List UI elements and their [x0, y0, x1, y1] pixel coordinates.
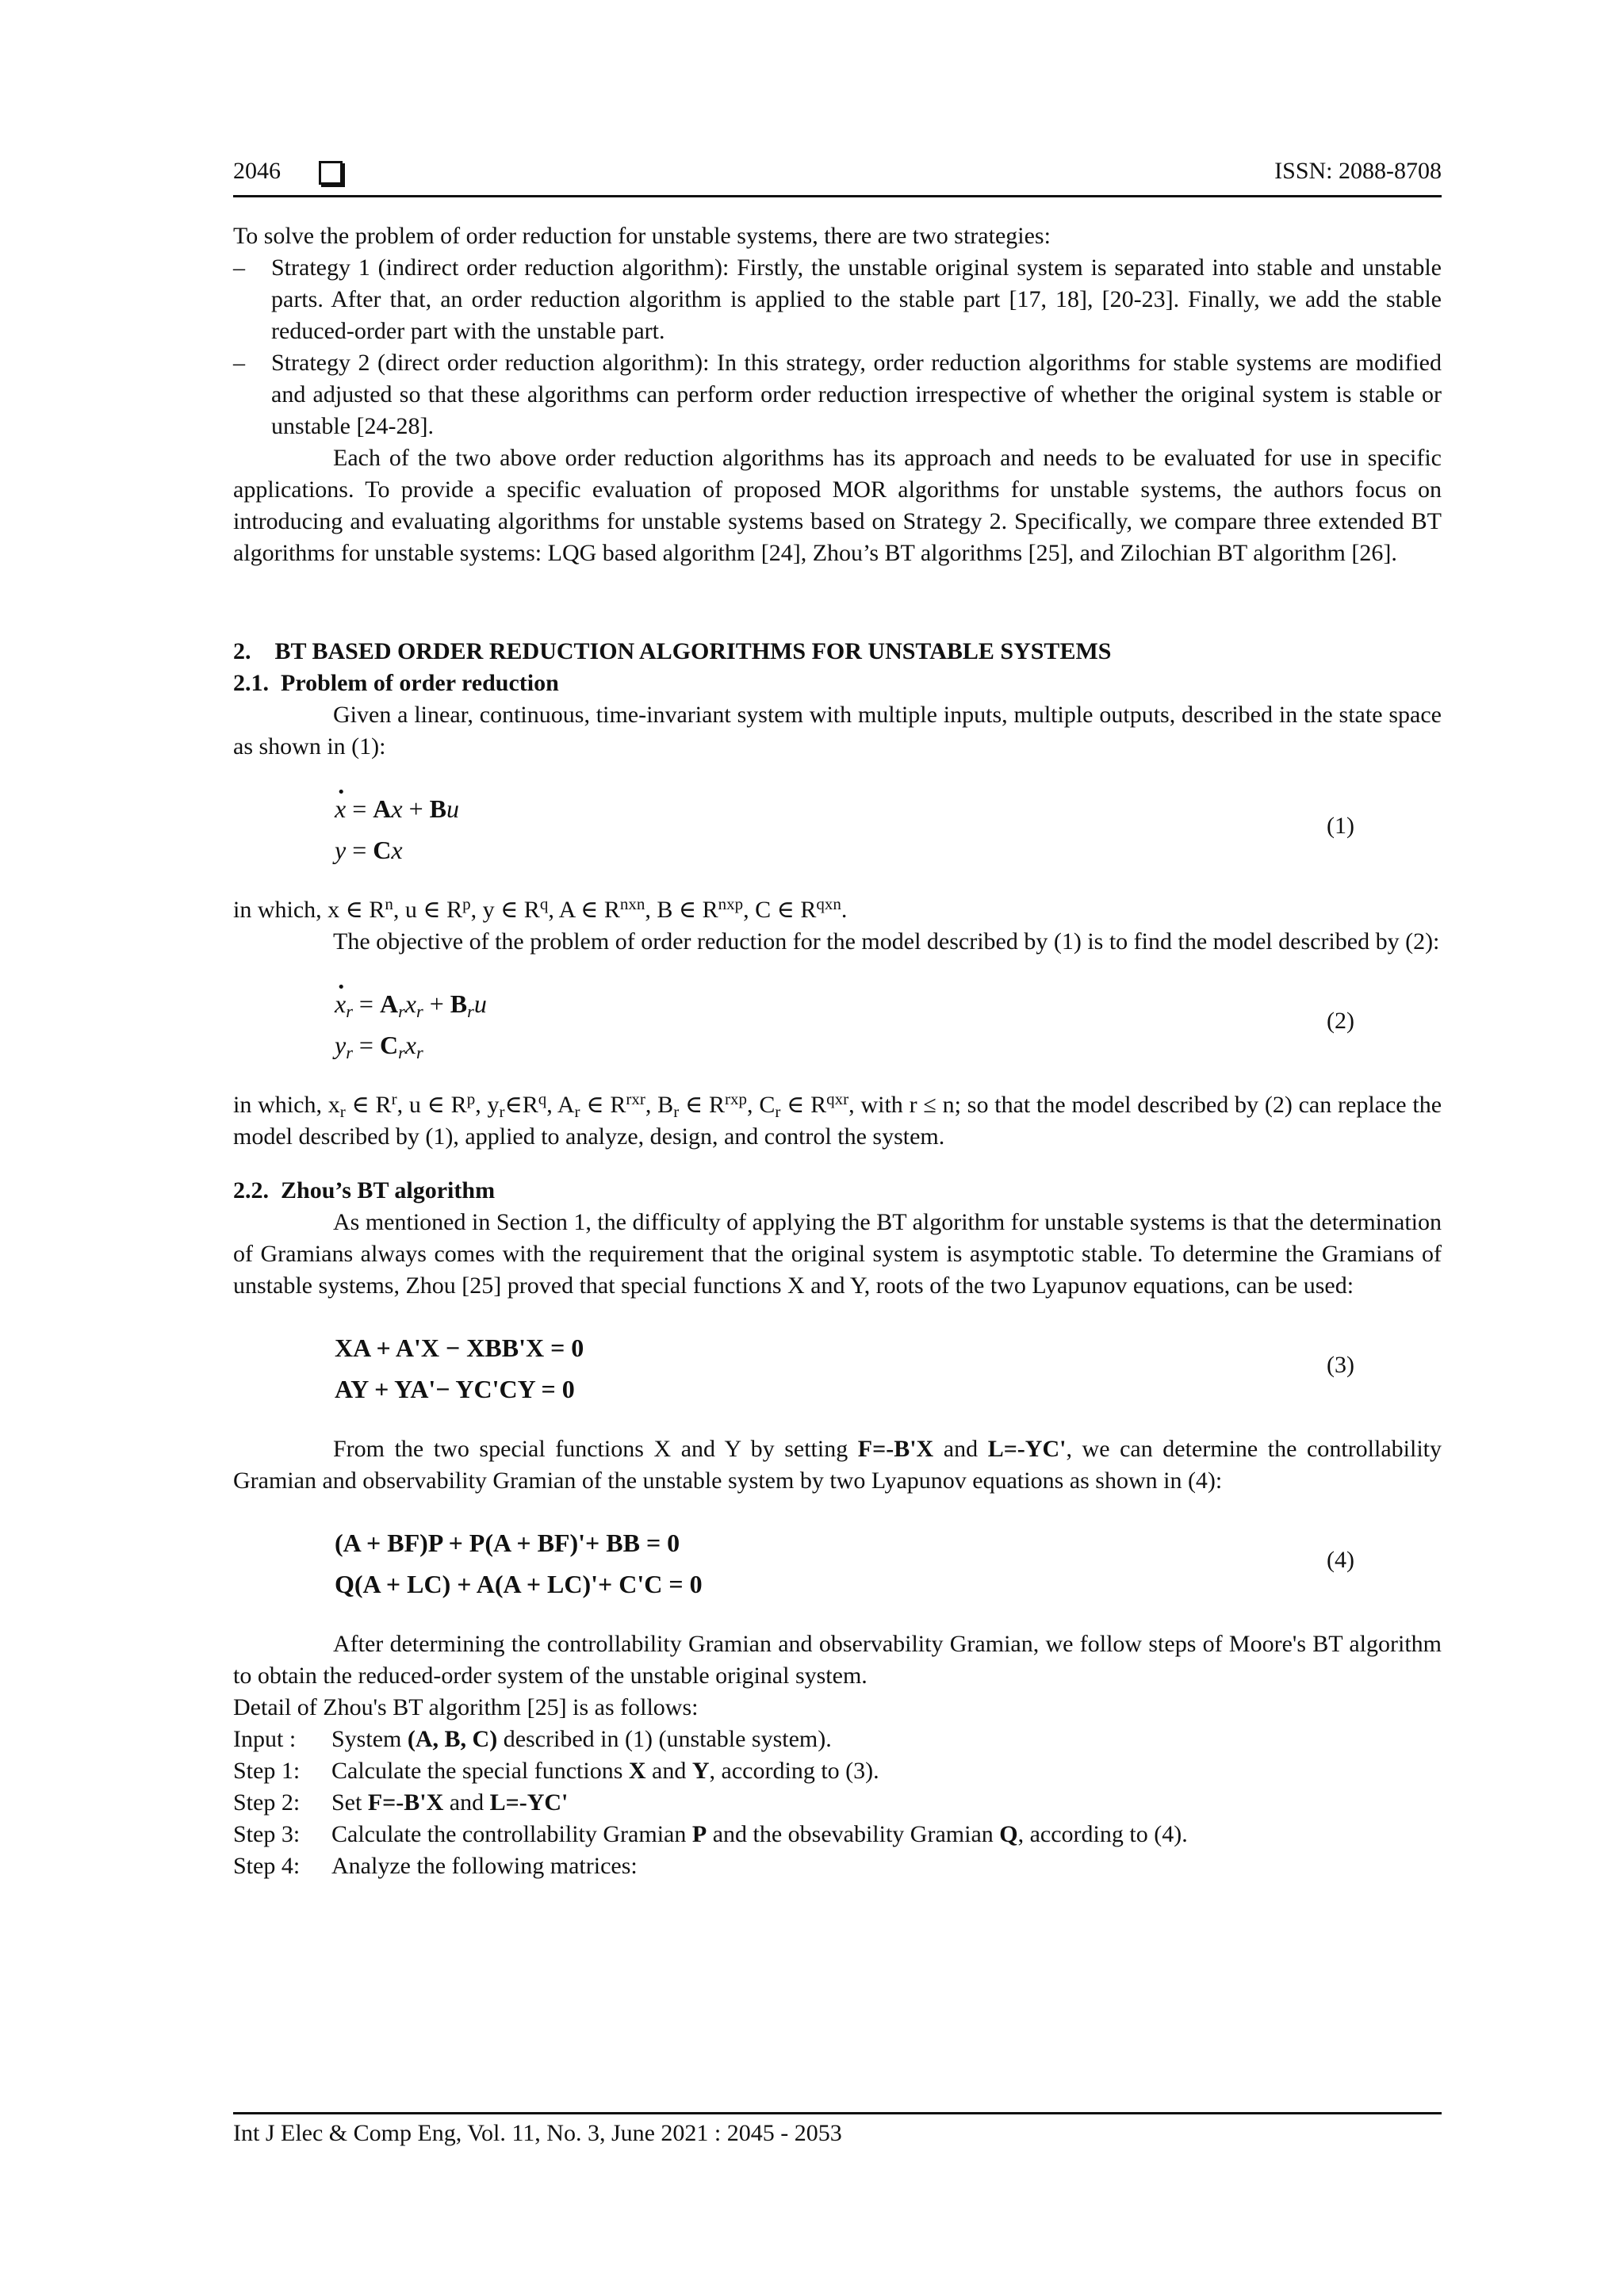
- equation-1: · x = Ax + Bu y = Cx (1): [233, 780, 1442, 875]
- paragraph: in which, $x_r$ ∈ $R^r$, u ∈ $R^p$, $y_r\in R^q$, $A_r$ ∈ $R^{rxr}$, $B_r$ ∈ $R^{rxp}$, $C_r$ ∈ $R^{qxr}$, with r ≤ n; so that the model described by (2) can replace the model described by (1), applied to analyze, design, and control the system.: [233, 1089, 1442, 1150]
- dash-bullet-icon: –: [233, 350, 245, 376]
- step-row: Input : System (A, B, C) described in (1) (unstable system).: [233, 1726, 832, 1752]
- algorithm-steps: [233, 1724, 1442, 1882]
- equation-2: · $x_r = A_rx_r + B_ru$ $y_r = C_rx_r$ (2): [233, 975, 1442, 1070]
- step-row: Step 1: Calculate the special functions X and Y, according to (3).: [233, 1758, 879, 1784]
- paragraph-tail: with r ≤ n; so that the model described by (2) can replace the model described by (1), applied to analyze, design, and control the system.: [233, 1092, 1442, 1150]
- equation-4: [233, 1514, 1442, 1609]
- journal-citation: Int J Elec & Comp Eng, Vol. 11, No. 3, June 2021 : 2045 - 2053: [233, 2120, 842, 2146]
- equation-number: (1): [1327, 813, 1354, 839]
- equation-line: Q(A + LC) + A(A + LC)'+ C'C = 0: [335, 1570, 703, 1598]
- intro-lead: To solve the problem of order reduction for unstable systems, there are two strategies:: [233, 223, 1051, 249]
- equation-3: [233, 1319, 1442, 1414]
- paragraph: Given a linear, continuous, time-invariant system with multiple inputs, multiple outputs, described in the state space as shown in (1):: [233, 702, 1442, 760]
- strategy-text: Strategy 2 (direct order reduction algorithm): In this strategy, order reduction algorithms for stable systems are modified and adjusted so that these algorithms can perform order reduction irrespective of whether the original system is stable or unstable [24-28].: [271, 350, 1442, 439]
- section-title: 2. BT BASED ORDER REDUCTION ALGORITHMS FOR UNSTABLE SYSTEMS: [233, 638, 1112, 664]
- page-footer: [233, 2112, 1442, 2149]
- dash-bullet-icon: –: [233, 254, 245, 281]
- paragraph: As mentioned in Section 1, the difficulty of applying the BT algorithm for unstable systems is that the determination of Gramians always comes with the requirement that the original system is asymptotic stable. To determine the Gramians of unstable systems, Zhou [25] proved that special functions X and Y, roots of the two Lyapunov equations, can be used:: [233, 1209, 1442, 1299]
- paragraph: in which, x ∈ $R^n$, u ∈ $R^p$, y ∈ $R^q$, A ∈ $R^{nxn}$, B ∈ $R^{nxp}$, C ∈ $R^{qxn}$.: [233, 894, 848, 923]
- strategy-list: [233, 252, 1442, 442]
- page-body: [233, 220, 1442, 1882]
- equation-number: (3): [1327, 1352, 1354, 1378]
- strategy-item: [233, 347, 1442, 442]
- equation-number: (2): [1327, 1008, 1354, 1034]
- strategy-text: Strategy 1 (indirect order reduction algorithm): Firstly, the unstable original system is separated into stable and unstable parts. After that, an order reduction algorithm is applied to the stable part [17, 18], [20-23]. Finally, we add the stable reduced-order part with the unstable part.: [271, 254, 1442, 344]
- paragraph: The objective of the problem of order reduction for the model described by (1) is to find the model described by (2):: [333, 928, 1440, 955]
- subsection-title: 2.2. Zhou’s BT algorithm: [233, 1177, 496, 1203]
- header-left: [233, 155, 343, 187]
- paragraph: From the two special functions X and Y by setting F=-B'X and L=-YC', we can determine the controllability Gramian and observability Gramian of the unstable system by two Lyapunov equations as shown in (4):: [233, 1436, 1442, 1494]
- equation-line: (A + BF)P + P(A + BF)'+ BB = 0: [335, 1529, 680, 1557]
- issn: ISSN: 2088-8708: [1274, 158, 1442, 184]
- page-header: [233, 155, 1442, 197]
- paragraph: Detail of Zhou's BT algorithm [25] is as follows:: [233, 1694, 699, 1720]
- step-row: Step 2: Set F=-B'X and L=-YC': [233, 1789, 569, 1816]
- step-row: Step 3: Calculate the controllability Gramian P and the obsevability Gramian Q, according to (4).: [233, 1821, 1188, 1847]
- paragraph: After determining the controllability Gramian and observability Gramian, we follow steps of Moore's BT algorithm to obtain the reduced-order system of the unstable original system.: [233, 1631, 1442, 1689]
- step-row: Step 4: Analyze the following matrices:: [233, 1853, 638, 1879]
- checkbox-icon: [319, 161, 343, 185]
- equation-number: (4): [1327, 1547, 1354, 1573]
- subsection-title: 2.1. Problem of order reduction: [233, 670, 559, 696]
- strategy-item: [233, 252, 1442, 347]
- equation-line: AY + YA'− YC'CY = 0: [335, 1375, 575, 1403]
- equation-line: XA + A'X − XBB'X = 0: [335, 1334, 584, 1362]
- page-number: 2046: [233, 158, 281, 184]
- intro-paragraph: Each of the two above order reduction algorithms has its approach and needs to be evaluated for use in specific applications. To provide a specific evaluation of proposed MOR algorithms for unstable systems, the authors focus on introducing and evaluating algorithms for unstable systems based on Strategy 2. Specifically, we compare three extended BT algorithms for unstable systems: LQG based algorithm [24], Zhou’s BT algorithms [25], and Zilochian BT algorithm [26].: [233, 445, 1442, 566]
